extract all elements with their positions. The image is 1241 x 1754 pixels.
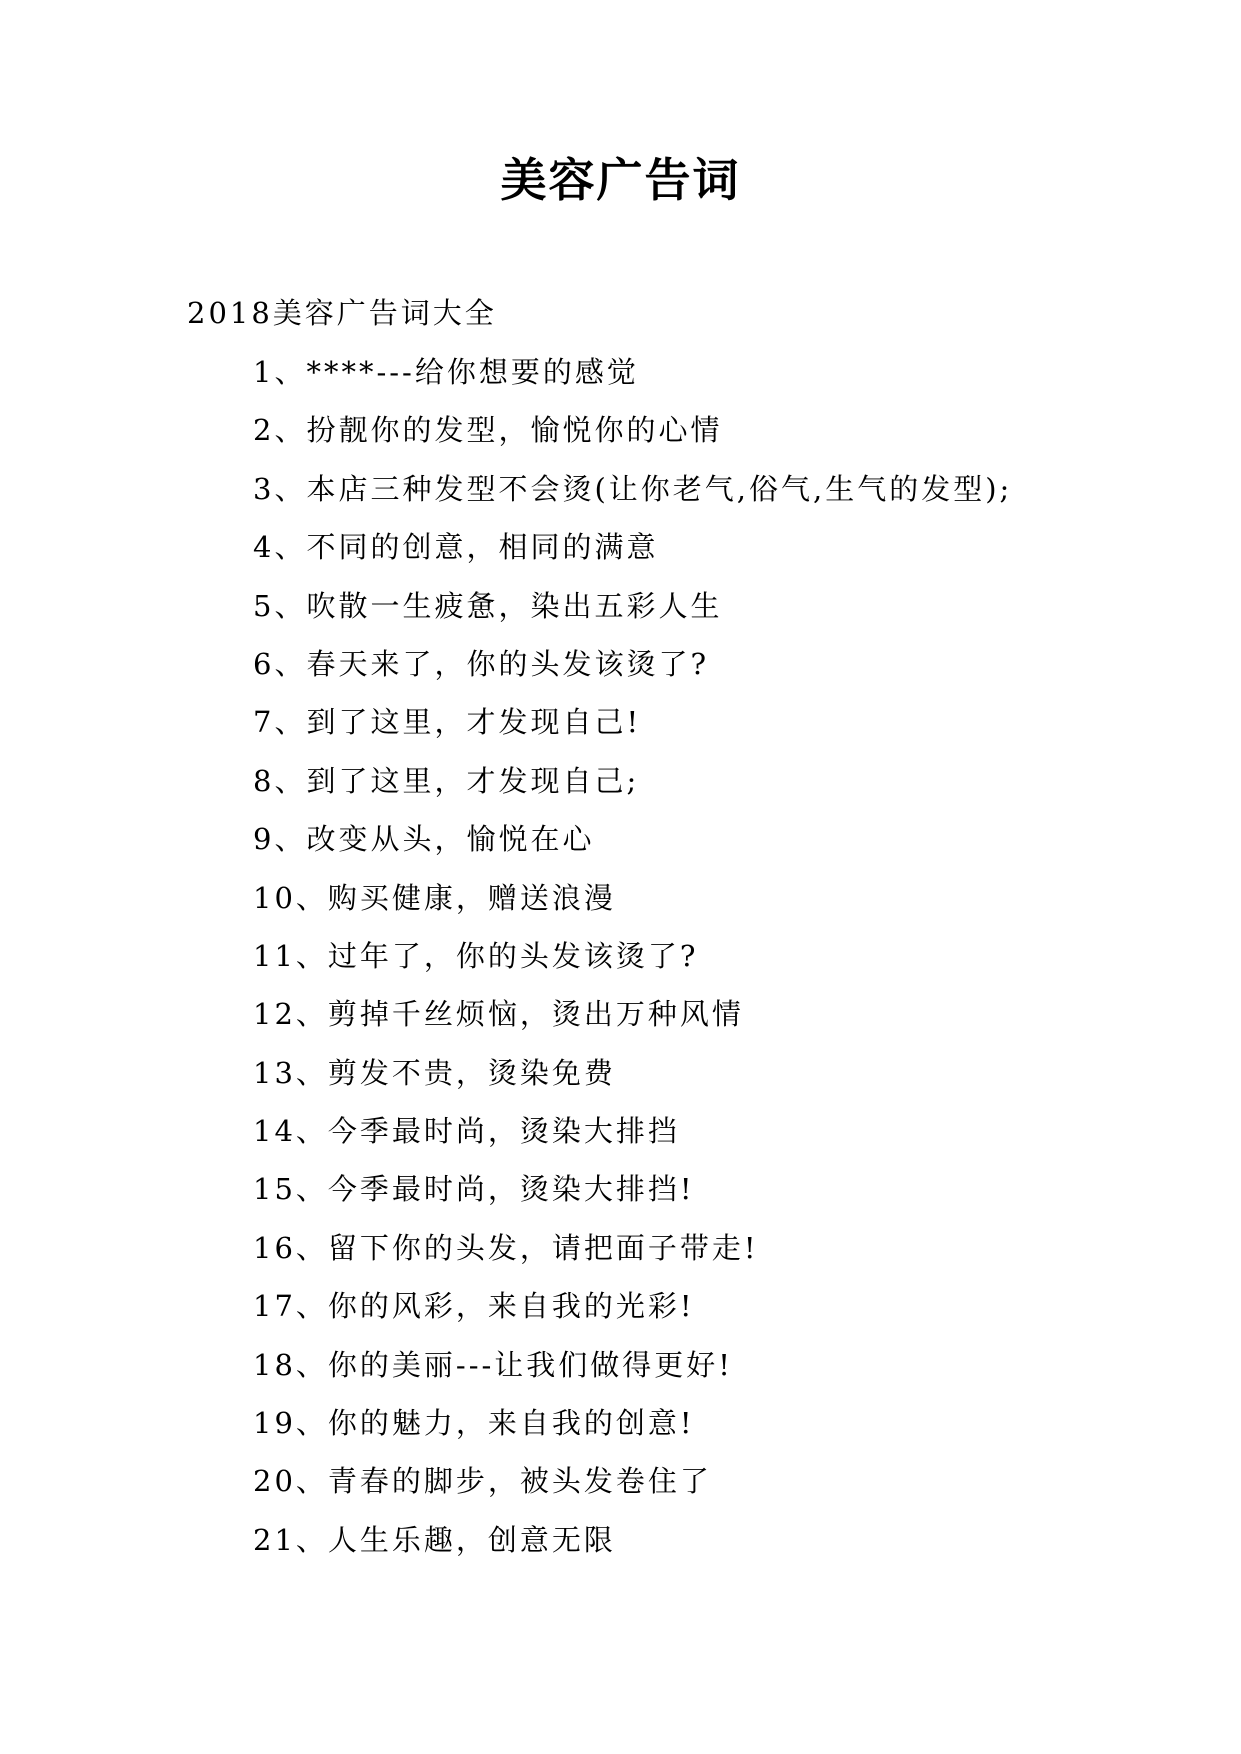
list-item: 17、你的风彩，来自我的光彩!	[253, 1289, 695, 1324]
list-item: 3、本店三种发型不会烫(让你老气,俗气,生气的发型);	[253, 471, 1013, 506]
list-item: 6、春天来了，你的头发该烫了?	[253, 646, 709, 681]
list-item: 4、不同的创意，相同的满意	[253, 530, 659, 565]
list-item: 18、你的美丽---让我们做得更好!	[253, 1347, 733, 1382]
section-heading: 2018美容广告词大全	[187, 296, 497, 330]
list-item: 9、改变从头，愉悦在心	[253, 822, 595, 857]
list-item: 20、青春的脚步，被头发卷住了	[253, 1464, 712, 1499]
page-title: 美容广告词	[500, 153, 741, 207]
list-item: 1、****---给你想要的感觉	[253, 355, 639, 389]
list-item: 7、到了这里，才发现自己!	[253, 705, 642, 740]
list-item: 12、剪掉千丝烦恼，烫出万种风情	[253, 997, 744, 1032]
list-item: 5、吹散一生疲惫，染出五彩人生	[253, 588, 723, 623]
list-item: 14、今季最时尚，烫染大排挡	[253, 1114, 680, 1149]
list-item: 21、人生乐趣，创意无限	[253, 1522, 616, 1557]
list-item: 2、扮靓你的发型，愉悦你的心情	[253, 413, 723, 448]
list-item: 16、留下你的头发，请把面子带走!	[253, 1230, 759, 1265]
list-item: 11、过年了，你的头发该烫了?	[253, 938, 699, 973]
list-item: 19、你的魅力，来自我的创意!	[253, 1406, 695, 1441]
list-item: 10、购买健康，赠送浪漫	[253, 880, 616, 915]
list-item: 13、剪发不贵，烫染免费	[253, 1055, 616, 1090]
list-item: 8、到了这里，才发现自己;	[253, 763, 640, 798]
slogan-list	[253, 352, 1012, 1578]
list-item: 15、今季最时尚，烫染大排挡!	[253, 1172, 695, 1207]
